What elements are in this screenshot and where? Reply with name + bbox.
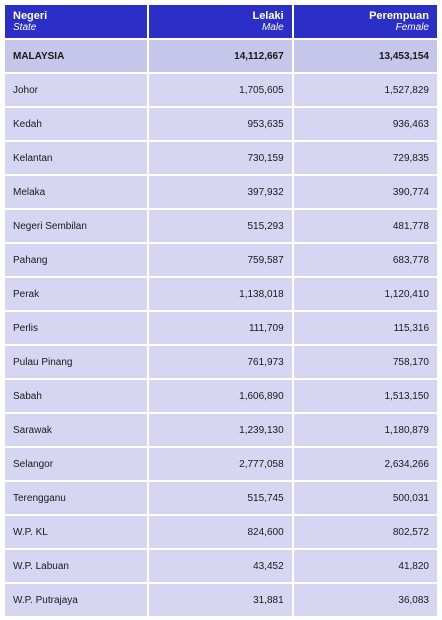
female-cell: 1,120,410 bbox=[294, 278, 437, 310]
state-cell: Pulau Pinang bbox=[5, 346, 147, 378]
total-female: 13,453,154 bbox=[294, 40, 437, 72]
male-cell: 1,138,018 bbox=[149, 278, 291, 310]
male-cell: 111,709 bbox=[149, 312, 291, 344]
table-row bbox=[5, 414, 437, 446]
female-cell: 115,316 bbox=[294, 312, 437, 344]
header-male-ms: Lelaki bbox=[252, 10, 284, 22]
female-cell: 1,180,879 bbox=[294, 414, 437, 446]
male-cell: 761,973 bbox=[149, 346, 291, 378]
state-cell: W.P. Labuan bbox=[5, 550, 147, 582]
header-state bbox=[5, 5, 147, 38]
total-state: MALAYSIA bbox=[5, 40, 147, 72]
male-cell: 1,705,605 bbox=[149, 74, 291, 106]
state-cell: Kelantan bbox=[5, 142, 147, 174]
female-cell: 1,527,829 bbox=[294, 74, 437, 106]
female-cell: 481,778 bbox=[294, 210, 437, 242]
table-row bbox=[5, 176, 437, 208]
state-cell: Selangor bbox=[5, 448, 147, 480]
header-state-ms: Negeri bbox=[13, 10, 48, 22]
state-cell: Terengganu bbox=[5, 482, 147, 514]
table-row bbox=[5, 278, 437, 310]
state-cell: Kedah bbox=[5, 108, 147, 140]
header-state-en: State bbox=[13, 22, 37, 33]
population-by-state-table bbox=[3, 3, 439, 618]
female-cell: 802,572 bbox=[294, 516, 437, 548]
male-cell: 824,600 bbox=[149, 516, 291, 548]
table-header-row bbox=[5, 5, 437, 38]
header-female-en: Female bbox=[395, 22, 429, 33]
population-table-container bbox=[3, 3, 439, 618]
header-male-en: Male bbox=[261, 22, 284, 33]
female-cell: 758,170 bbox=[294, 346, 437, 378]
total-male: 14,112,667 bbox=[149, 40, 291, 72]
female-cell: 41,820 bbox=[294, 550, 437, 582]
header-female bbox=[294, 5, 437, 38]
female-cell: 2,634,266 bbox=[294, 448, 437, 480]
state-cell: Negeri Sembilan bbox=[5, 210, 147, 242]
female-cell: 500,031 bbox=[294, 482, 437, 514]
table-row bbox=[5, 108, 437, 140]
male-cell: 2,777,058 bbox=[149, 448, 291, 480]
table-row bbox=[5, 380, 437, 412]
male-cell: 730,159 bbox=[149, 142, 291, 174]
table-row bbox=[5, 448, 437, 480]
male-cell: 759,587 bbox=[149, 244, 291, 276]
table-row bbox=[5, 584, 437, 616]
state-cell: Sarawak bbox=[5, 414, 147, 446]
state-cell: Pahang bbox=[5, 244, 147, 276]
male-cell: 43,452 bbox=[149, 550, 291, 582]
male-cell: 515,293 bbox=[149, 210, 291, 242]
male-cell: 31,881 bbox=[149, 584, 291, 616]
header-male bbox=[149, 5, 291, 38]
state-cell: Perak bbox=[5, 278, 147, 310]
female-cell: 1,513,150 bbox=[294, 380, 437, 412]
state-cell: W.P. Putrajaya bbox=[5, 584, 147, 616]
female-cell: 729,835 bbox=[294, 142, 437, 174]
table-row bbox=[5, 516, 437, 548]
table-row bbox=[5, 210, 437, 242]
total-row bbox=[5, 40, 437, 72]
male-cell: 1,239,130 bbox=[149, 414, 291, 446]
table-row bbox=[5, 346, 437, 378]
male-cell: 1,606,890 bbox=[149, 380, 291, 412]
male-cell: 397,932 bbox=[149, 176, 291, 208]
female-cell: 36,083 bbox=[294, 584, 437, 616]
male-cell: 515,745 bbox=[149, 482, 291, 514]
male-cell: 953,635 bbox=[149, 108, 291, 140]
table-row bbox=[5, 244, 437, 276]
state-cell: W.P. KL bbox=[5, 516, 147, 548]
table-row bbox=[5, 312, 437, 344]
state-cell: Melaka bbox=[5, 176, 147, 208]
table-row bbox=[5, 74, 437, 106]
header-female-ms: Perempuan bbox=[369, 10, 429, 22]
female-cell: 683,778 bbox=[294, 244, 437, 276]
state-cell: Perlis bbox=[5, 312, 147, 344]
state-cell: Johor bbox=[5, 74, 147, 106]
table-row bbox=[5, 142, 437, 174]
female-cell: 936,463 bbox=[294, 108, 437, 140]
table-row bbox=[5, 482, 437, 514]
state-cell: Sabah bbox=[5, 380, 147, 412]
female-cell: 390,774 bbox=[294, 176, 437, 208]
table-row bbox=[5, 550, 437, 582]
